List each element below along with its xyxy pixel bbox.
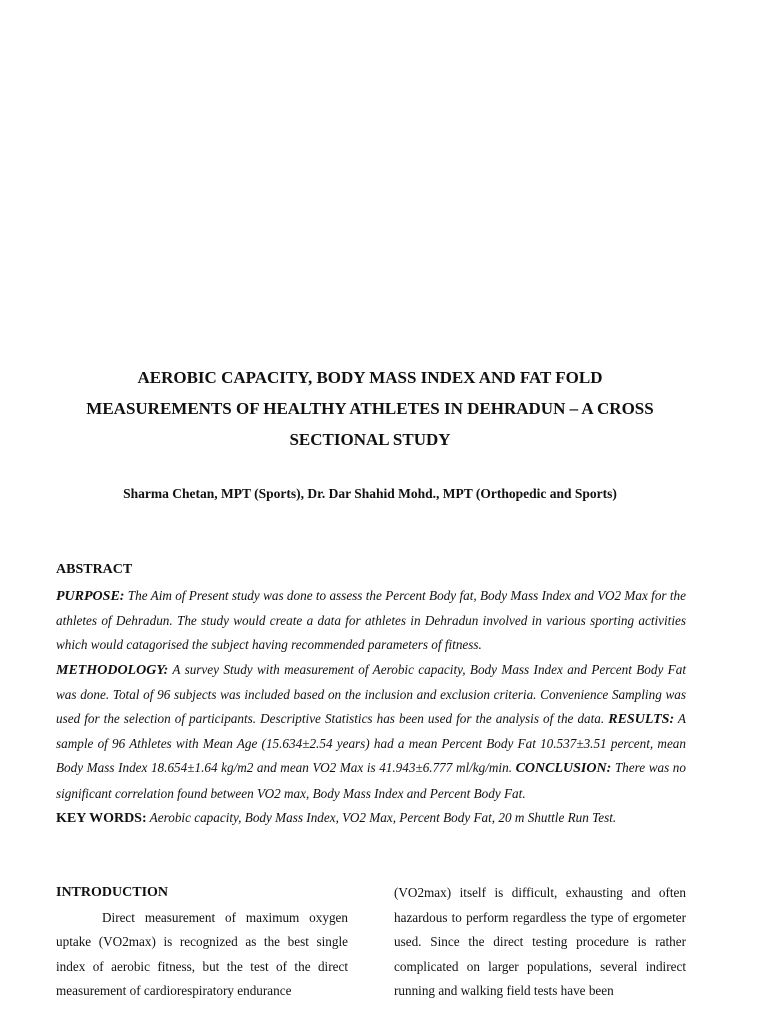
paper-title bbox=[40, 362, 700, 455]
intro-left-column bbox=[56, 881, 348, 1004]
title-line-3: SECTIONAL STUDY bbox=[289, 430, 451, 449]
keywords-label: KEY WORDS: bbox=[56, 810, 147, 826]
abstract-heading: ABSTRACT bbox=[56, 562, 133, 577]
title-line-2: MEASUREMENTS OF HEALTHY ATHLETES IN DEHRADUN – A CROSS bbox=[86, 399, 654, 418]
title-line-1: AEROBIC CAPACITY, BODY MASS INDEX AND FAT FOLD bbox=[137, 368, 603, 387]
keywords-paragraph bbox=[56, 806, 686, 831]
conclusion-label: CONCLUSION: bbox=[515, 761, 612, 777]
purpose-text: The Aim of Present study was done to assess the Percent Body fat, Body Mass Index and VO2 Max for the athletes of Dehradun. The study would create a data for athletes in Dehradun involved in various sporting activities which would catagorised the subject having recommended parameters of fitness. bbox=[56, 588, 686, 653]
results-label: RESULTS: bbox=[608, 712, 675, 728]
abstract-method-paragraph bbox=[56, 658, 686, 806]
purpose-label: PURPOSE: bbox=[56, 589, 125, 604]
abstract-body bbox=[56, 584, 686, 831]
introduction-heading: INTRODUCTION bbox=[56, 885, 169, 900]
intro-right-column bbox=[394, 881, 686, 1004]
intro-left-text: Direct measurement of maximum oxygen uptake (VO2max) is recognized as the best single index of aerobic fitness, but the test of the direct measurement of cardiorespiratory endurance bbox=[56, 909, 348, 998]
author-line: Sharma Chetan, MPT (Sports), Dr. Dar Shahid Mohd., MPT (Orthopedic and Sports) bbox=[123, 486, 617, 501]
keywords-text: Aerobic capacity, Body Mass Index, VO2 Max, Percent Body Fat, 20 m Shuttle Run Test. bbox=[146, 809, 617, 825]
abstract-purpose-paragraph bbox=[56, 584, 686, 658]
intro-right-text: (VO2max) itself is difficult, exhausting and often hazardous to perform regardless the type of ergometer used. Since the direct testing procedure is rather complicated on larger populations, several indirect running and walking field tests have been bbox=[394, 885, 686, 998]
conclusion-text: There was no significant correlation found between VO2 max, Body Mass Index and Percent Body Fat. bbox=[56, 760, 686, 801]
methodology-text: A survey Study with measurement of Aerobic capacity, Body Mass Index and Percent Body Fat was done. Total of 96 subjects was included based on the inclusion and exclusion criteria. Convenience Sampling was used for the selection of participants. Descriptive Statistics has been used for the analysis of the data. bbox=[56, 661, 686, 727]
methodology-label: METHODOLOGY: bbox=[56, 662, 169, 678]
results-text: A sample of 96 Athletes with Mean Age (15.634±2.54 years) had a mean Percent Body Fat 10.537±3.51 percent, mean Body Mass Index 18.654±1.64 kg/m2 and mean VO2 Max is 41.943±6.777 ml/kg/min. bbox=[56, 711, 686, 776]
